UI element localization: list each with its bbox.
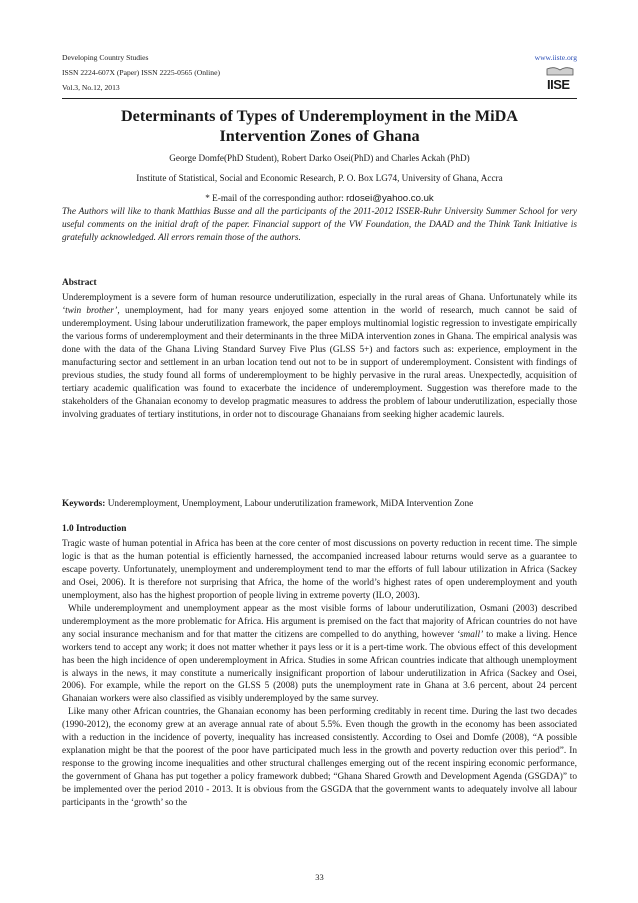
iiste-logo [545, 66, 575, 93]
author-affiliation: Institute of Statistical, Social and Economic Research, P. O. Box LG74, University of Ghana, Accra [136, 173, 503, 183]
acknowledgement [62, 206, 577, 245]
introduction-body [62, 538, 577, 810]
author-names: George Domfe(PhD Student), Robert Darko Osei(PhD) and Charles Ackah (PhD) [169, 153, 470, 163]
intro-p2-a: While underemployment and unemployment appear as the most visible forms of labour underutilization, Osmani (2003) described underemployment as the more problematic for Africa. His argument is premised on the fact that majority of African countries do not have any social insurance mechanism and for that matter the citizens are compelled to do anything, however [62, 603, 577, 640]
intro-paragraph-1: Tragic waste of human potential in Africa has been at the core center of most discussions on poverty reduction in recent time. The simple logic is that as the human potential is efficiently harnessed, the accompanied increased labour returns would serve as a guarantee to escape poverty. Unfortunately, unemployment and underemployment tend to mar the efforts of full labour utilization in Africa (Sackey and Osei, 2006). It is therefore not surprising that Africa, the home of the world’s highest rates of open underemployment and youth unemployment, also has the highest proportion of people living in extreme poverty (ILO, 2003). [62, 539, 577, 601]
intro-paragraph-2 [62, 603, 577, 707]
intro-p2-b: to make a living. Hence workers tend to accept any work; it does not matter whether it pays less or it is a pert-time work. The obvious effect of this development has been the high incidence of open underemployment in Africa. Studies in some African countries indicate that although unemployment is always in the news, it may constitute a numerically insignificant proportion of labour underutilization in Africa (Sackey and Osei, 2006). For example, while the report on the GLSS 5 (2008) puts the unemployment rate in Ghana at 3.6 percent, about 24 percent Ghanaian workers were also classified as visibly underemployed by the same survey. [62, 629, 577, 705]
journal-name: Developing Country Studies [62, 53, 149, 62]
introduction-heading: 1.0 Introduction [62, 524, 127, 534]
issn-line: ISSN 2224-607X (Paper) ISSN 2225-0565 (Online) [62, 68, 220, 77]
abstract-italic: ‘twin brother’ [62, 305, 118, 316]
abstract-body [62, 292, 577, 422]
acknowledgement-text: The Authors will like to thank Matthias Busse and all the participants of the 2011-2012 ISSER-Ruhr University Summer School for very useful comments on the initial draft of the paper. Financial support of the VW Foundation, the DAAD and the Think Tank Initiative is gratefully acknowledged. All errors remain those of the authors. [62, 207, 577, 243]
abstract-text-1: Underemployment is a severe form of human resource underutilization, especially in the rural areas of Ghana. Unfortunately while its [62, 293, 577, 303]
intro-p2-italic: ‘small’ [456, 629, 484, 640]
title-line-2: Intervention Zones of Ghana [219, 127, 420, 145]
keywords-text: Underemployment, Unemployment, Labour underutilization framework, MiDA Intervention Zone [105, 499, 474, 509]
logo-text: IISE [547, 77, 570, 92]
email-prefix: * E-mail of the corresponding author: [205, 193, 347, 203]
author-email: rdosei@yahoo.co.uk [346, 193, 434, 204]
keywords-label: Keywords: [62, 499, 106, 509]
title-line-1: Determinants of Types of Underemployment in the MiDA [120, 107, 518, 125]
paper-title [62, 106, 577, 146]
journal-header [62, 50, 577, 100]
abstract-text-2: , unemployment, had for many years enjoyed some attention in the world of research, much cannot be said of underemployment. Using labour underutilization framework, the paper employs multinomial logistic regression to investigate empirically the various forms of underemployment and their determinants in the three MiDA intervention zones in Ghana. The empirical analysis was done with the data of the Ghana Living Standard Survey Five Plus (GLSS 5+) and factors such as: experience, employment in the manufacturing sector and settlement in an urban location tend out not to be in support of underemployment. Consistent with findings of previous studies, the study found all forms of underemployment to be highly pervasive in the rural areas. Unexpectedly, acquisition of tertiary academic qualification was found to exacerbate the incidence of underemployment. Suggestion was therefore made to the stakeholders of the Ghanaian economy to develop pragmatic measures to address the problem of labour underutilization, especially those involving graduates of tertiary institutions, in order not to discourage Ghanaians from seeking higher academic laurels. [62, 305, 577, 420]
page-number: 33 [315, 872, 324, 882]
abstract-heading: Abstract [62, 278, 97, 288]
volume-line: Vol.3, No.12, 2013 [62, 83, 120, 92]
author-block [62, 148, 577, 209]
header-rule [62, 98, 577, 99]
intro-paragraph-3: Like many other African countries, the Ghanaian economy has been performing creditably in recent time. During the last two decades (1990-2012), the economy grew at an average annual rate of about 5.5%. Even though the growth in the economy has been associated with a reduction in the incidence of poverty, inequality has increased consistently. According to Osei and Domfe (2008), “A possible explanation might be that the poorest of the poor have participated much less in the growth and poverty reduction over this period”. In response to the growing income inequalities and other structural challenges emerging out of the recent inspiring economic performance, the government of Ghana has put together a policy framework dubbed; “Ghana Shared Growth and Development Agenda (GSGDA)” to be implemented over the period 2010 - 2013. It is obvious from the GSGDA that the government wants to adequately involve all labour participants in the ‘growth’ so the [62, 707, 577, 809]
keywords-line [62, 498, 577, 511]
journal-url-link[interactable]: www.iiste.org [534, 53, 577, 62]
